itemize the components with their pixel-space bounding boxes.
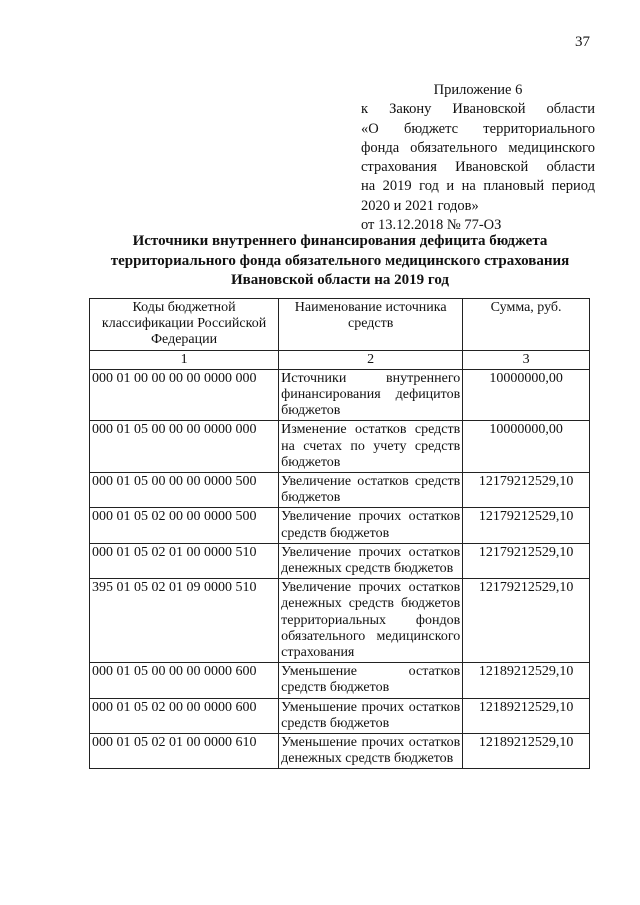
appendix-block (361, 81, 595, 235)
header-codes: Коды бюджетной классификации Российской Федерации (90, 299, 279, 351)
document-title (90, 232, 590, 291)
page-number: 37 (575, 34, 590, 50)
row-sum: 12179212529,10 (463, 543, 590, 578)
row-name: Увеличение прочих остатков денежных средств бюджетов территориальных фондов обязательного медицинского страхования (279, 579, 463, 663)
row-code: 000 01 00 00 00 00 0000 000 (90, 369, 279, 421)
table-row (90, 421, 590, 473)
table-row (90, 663, 590, 698)
table-row (90, 369, 590, 421)
column-number: 2 (279, 350, 463, 369)
header-name: Наименование источника средств (279, 299, 463, 351)
row-sum: 12189212529,10 (463, 663, 590, 698)
row-sum: 12179212529,10 (463, 579, 590, 663)
row-sum: 12189212529,10 (463, 698, 590, 733)
appendix-line: «О бюджетс территориального (361, 120, 595, 137)
row-code: 000 01 05 02 01 00 0000 610 (90, 734, 279, 769)
row-code: 000 01 05 00 00 00 0000 600 (90, 663, 279, 698)
table-row (90, 543, 590, 578)
table-header-row (90, 299, 590, 351)
row-name: Увеличение прочих остатков денежных средств бюджетов (279, 543, 463, 578)
row-code: 000 01 05 00 00 00 0000 500 (90, 473, 279, 508)
table-row (90, 473, 590, 508)
row-name: Увеличение прочих остатков средств бюджетов (279, 508, 463, 543)
header-sum: Сумма, руб. (463, 299, 590, 351)
title-line: Ивановской области на 2019 год (230, 272, 449, 288)
row-code: 395 01 05 02 01 09 0000 510 (90, 579, 279, 663)
row-code: 000 01 05 02 01 00 0000 510 (90, 543, 279, 578)
row-name: Уменьшение прочих остатков денежных средств бюджетов (279, 734, 463, 769)
row-name: Увеличение остатков средств бюджетов (279, 473, 463, 508)
row-sum: 12189212529,10 (463, 734, 590, 769)
row-name: Уменьшение прочих остатков средств бюджетов (279, 698, 463, 733)
row-sum: 12179212529,10 (463, 508, 590, 543)
table-row (90, 698, 590, 733)
column-number: 3 (463, 350, 590, 369)
row-name: Изменение остатков средств на счетах по учету средств бюджетов (279, 421, 463, 473)
table-row (90, 734, 590, 769)
appendix-line: страхования Ивановской области (361, 159, 595, 176)
appendix-title: Приложение 6 (433, 82, 523, 98)
row-code: 000 01 05 02 00 00 0000 500 (90, 508, 279, 543)
appendix-line: к Закону Ивановской области (361, 101, 595, 118)
row-name: Уменьшение остатков средств бюджетов (279, 663, 463, 698)
row-code: 000 01 05 02 00 00 0000 600 (90, 698, 279, 733)
title-line: территориального фонда обязательного медицинского страхования (110, 252, 570, 269)
column-numbers-row (90, 350, 590, 369)
appendix-line: фонда обязательного медицинского (361, 139, 595, 156)
appendix-line: 2020 и 2021 годов» (361, 197, 479, 214)
row-sum: 12179212529,10 (463, 473, 590, 508)
table-row (90, 579, 590, 663)
row-code: 000 01 05 00 00 00 0000 000 (90, 421, 279, 473)
table-row (90, 508, 590, 543)
row-name: Источники внутреннего финансирования дефицитов бюджетов (279, 369, 463, 421)
row-sum: 10000000,00 (463, 369, 590, 421)
column-number: 1 (90, 350, 279, 369)
row-sum: 10000000,00 (463, 421, 590, 473)
appendix-line: на 2019 год и на плановый период (361, 178, 595, 195)
title-line: Источники внутреннего финансирования дефицита бюджета (132, 233, 548, 249)
appendix-line: от 13.12.2018 № 77-ОЗ (361, 217, 502, 234)
sources-table (89, 298, 590, 769)
